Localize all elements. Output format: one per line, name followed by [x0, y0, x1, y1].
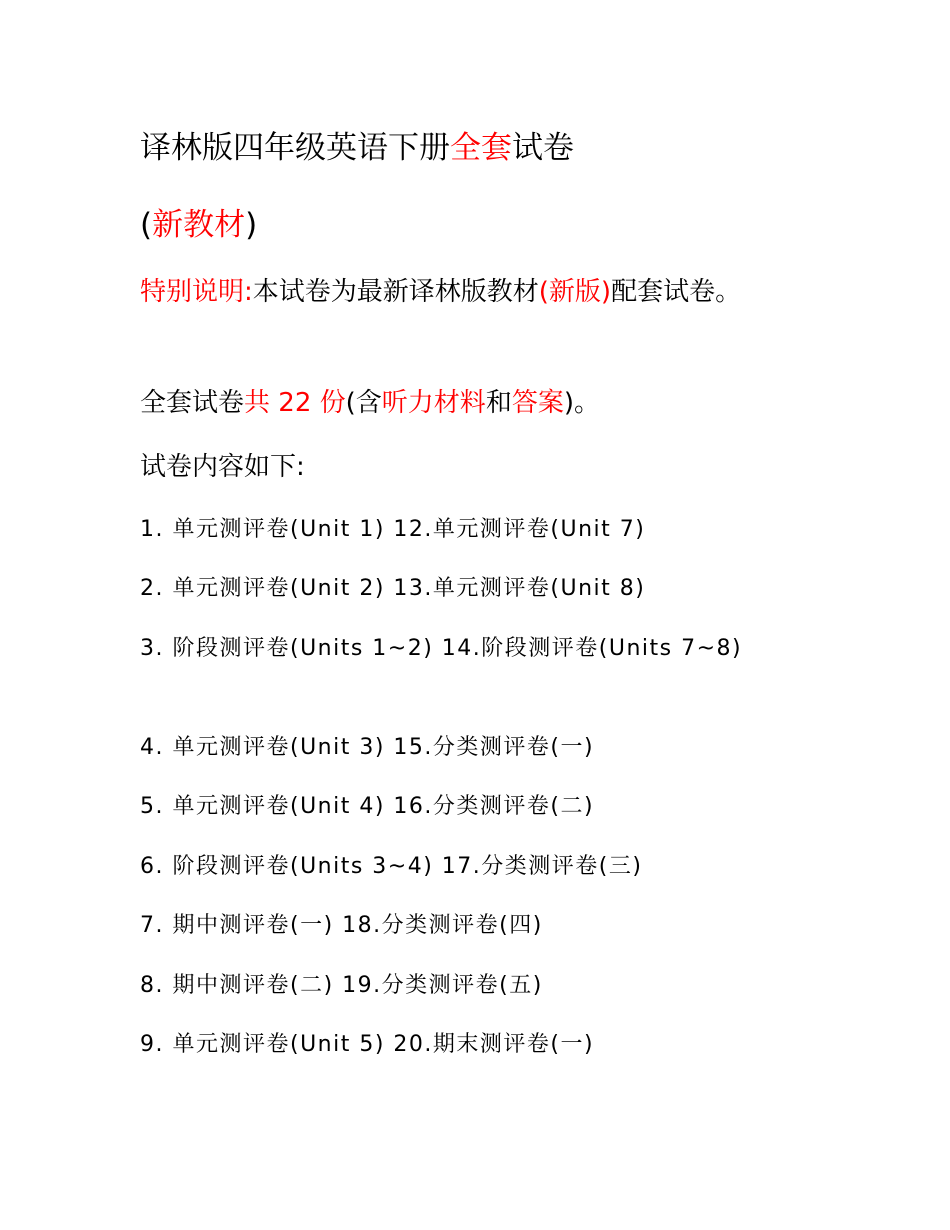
list-item: 1. 单元测评卷(Unit 1) 12.单元测评卷(Unit 7)	[140, 517, 646, 542]
note-text-1: 本试卷为最新译林版教材	[252, 277, 539, 307]
note-label: 特别说明:	[140, 277, 253, 307]
set-answers: 答案	[511, 388, 564, 418]
contents-heading: 试卷内容如下:	[140, 452, 305, 482]
subtitle-close: )	[245, 207, 258, 243]
list-item: 2. 单元测评卷(Unit 2) 13.单元测评卷(Unit 8)	[140, 576, 646, 601]
note-highlight: (新版)	[538, 277, 612, 307]
set-summary	[140, 383, 600, 423]
title-suffix: 试卷	[512, 130, 574, 166]
document-title	[140, 126, 574, 170]
list-item: 5. 单元测评卷(Unit 4) 16.分类测评卷(二)	[140, 794, 595, 819]
subtitle-open: (	[140, 207, 153, 243]
set-and: 和	[485, 388, 512, 418]
list-item: 6. 阶段测评卷(Units 3~4) 17.分类测评卷(三)	[140, 854, 643, 879]
set-paren-close: )。	[563, 388, 600, 418]
set-count: 共 22 份	[244, 388, 346, 418]
list-item: 8. 期中测评卷(二) 19.分类测评卷(五)	[140, 973, 543, 998]
set-prefix: 全套试卷	[140, 388, 245, 418]
special-note	[140, 272, 810, 312]
list-item: 9. 单元测评卷(Unit 5) 20.期末测评卷(一)	[140, 1032, 595, 1057]
list-item: 7. 期中测评卷(一) 18.分类测评卷(四)	[140, 913, 543, 938]
set-listening: 听力材料	[381, 388, 486, 418]
note-text-2: 配套试卷。	[611, 277, 742, 307]
list-item: 3. 阶段测评卷(Units 1~2) 14.阶段测评卷(Units 7~8)	[140, 636, 743, 661]
title-prefix: 译林版四年级英语下册	[140, 130, 450, 166]
document-subtitle	[140, 203, 257, 247]
set-paren-open: (含	[345, 388, 382, 418]
title-highlight: 全套	[450, 130, 512, 166]
list-item: 4. 单元测评卷(Unit 3) 15.分类测评卷(一)	[140, 735, 595, 760]
subtitle-highlight: 新教材	[152, 207, 246, 243]
